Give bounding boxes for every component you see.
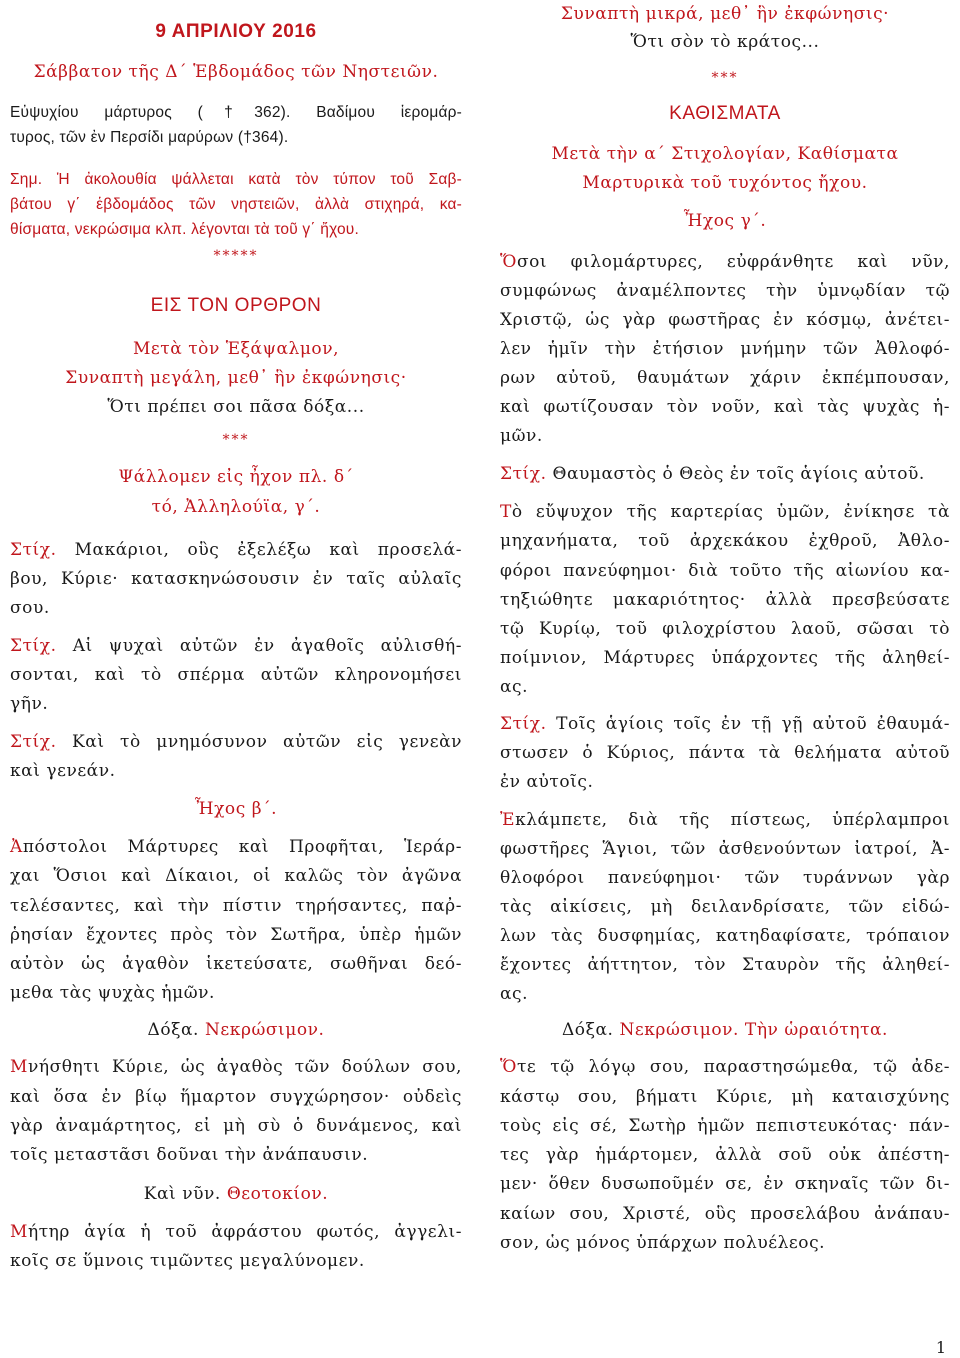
troparion-line bbox=[10, 1222, 462, 1242]
stich-label: Στίχ. bbox=[10, 732, 57, 752]
saints-line: Εὐψυχίου μάρτυρος (†362). Βαδίμου ἱερομάρ- bbox=[10, 104, 462, 121]
page-number: 1 bbox=[935, 1338, 946, 1357]
rubric-line: Συναπτὴ μικρά, μεθ᾿ ἣν ἐκφώνησις· bbox=[560, 4, 890, 24]
nekrosimon-label: Νεκρώσιμον. Τὴν ὡραιότητα. bbox=[619, 1020, 889, 1040]
kathisma-line: φωστῆρες Ἅγιοι, τῶν ἀσθενούντων ἰατροί, Ἀ- bbox=[500, 839, 950, 859]
rubric-line: Μετὰ τὸν Ἑξάψαλμον, bbox=[132, 339, 340, 359]
verse-line bbox=[10, 636, 462, 656]
troparion-line: καὶ ὅσα ἐν βίῳ ἥμαρτον συγχώρησον· οὐδεὶς bbox=[10, 1087, 462, 1107]
verse-line: σου. bbox=[10, 598, 50, 618]
verse-text: Καὶ τὸ μνημόσυνον αὐτῶν εἰς γενεὰν bbox=[72, 732, 462, 752]
troparion-line: κοῖς σε ὕμνοις τιμῶντες μεγαλύνομεν. bbox=[10, 1251, 365, 1271]
kathisma-line: τοὺς εἰς σέ, Σωτὴρ ἡμῶν πεπιστευκότας· πάν- bbox=[500, 1116, 950, 1136]
troparion-line: αὐτὸν ὡς ἀγαθὸν ἱκετεύσατε, σωθῆναι δεό- bbox=[10, 954, 462, 974]
kathisma-line bbox=[500, 1057, 950, 1077]
kathisma-line: Χριστῷ, ὡς γὰρ φωστῆρας ἐν κόσμῳ, ἀνέτει- bbox=[500, 310, 950, 330]
stich-label: Στίχ. bbox=[500, 714, 547, 734]
doxa-label: Δόξα. bbox=[561, 1020, 614, 1040]
ekfonisis: Ὅτι πρέπει σοι πᾶσα δόξα... bbox=[107, 397, 365, 417]
troparion-line: τελέσαντες, καὶ τὴν πίστιν τηρήσαντες, παῤ- bbox=[10, 896, 462, 916]
ekfonisis: Ὅτι σὸν τὸ κράτος... bbox=[630, 32, 820, 52]
kathisma-line: συμφώνως ἀναμέλποντες τὴν ὑμνῳδίαν τῷ bbox=[500, 281, 950, 301]
rubric-line: Συναπτὴ μεγάλη, μεθ᾿ ἣν ἐκφώνησις· bbox=[65, 368, 407, 388]
kathisma-line: λεν ἡμῖν τὴν ἐτήσιον μνήμην τῶν Ἀθλοφό- bbox=[500, 339, 950, 359]
kai-nyn-label: Καὶ νῦν. bbox=[143, 1184, 221, 1204]
verse-text: Θαυμαστὸς ὁ Θεὸς ἐν τοῖς ἁγίοις αὐτοῦ. bbox=[552, 464, 925, 484]
verse-text: Τοῖς ἁγίοις τοῖς ἐν τῇ γῇ αὐτοῦ ἐθαυμά- bbox=[556, 714, 950, 734]
drop-initial: Ὅ bbox=[500, 1057, 517, 1077]
saints-line: τυρος, τῶν ἐν Περσίδι μαρύρων (†364). bbox=[10, 129, 289, 146]
rubric-line: Μετὰ τὴν α΄ Στιχολογίαν, Καθίσματα bbox=[551, 144, 899, 164]
rubric-note-line: θίσματα, νεκρώσιμα κλπ. λέγονται τὰ τοῦ γ΄ ἤχου. bbox=[10, 221, 359, 238]
kathisma-line: καὶ φωτίζουσαν τὸν νοῦν, καὶ τὰς ψυχὰς ἡ- bbox=[500, 397, 950, 417]
kathisma-line: μεν· ὅθεν δυσωποῦμέν σε, ἐν σκηναῖς τῶν δι- bbox=[500, 1174, 950, 1194]
verse-line: ἐν αὐτοῖς. bbox=[500, 772, 594, 792]
kathisma-line: καίων σου, Χριστέ, οὓς προσελάβου ἀνάπαυ- bbox=[500, 1204, 950, 1224]
drop-initial: Ἐ bbox=[500, 810, 516, 830]
stich-label: Στίχ. bbox=[500, 464, 547, 484]
verse-line: καὶ γενεάν. bbox=[10, 761, 116, 781]
kathisma-text: κλάμπετε, διὰ τῆς πίστεως, ὑπέρλαμπροι bbox=[515, 810, 950, 830]
troparion-line bbox=[10, 837, 462, 857]
kathisma-line: θλοφόροι πανεύφημοι· τῶν τυράννων γὰρ bbox=[500, 868, 950, 888]
tone-label: Ἦχος β΄. bbox=[194, 799, 278, 819]
doxa-line bbox=[10, 1020, 462, 1040]
kathisma-line: ρων αὐτοῦ, θαυμάτων χάριν ἐκπέμπουσαν, bbox=[500, 368, 950, 388]
kathisma-line: ας. bbox=[500, 677, 529, 697]
kathisma-line: τὰς αἰκίσεις, μὴ δειλανδρίσατε, τῶν εἰδώ- bbox=[500, 897, 950, 917]
kathisma-line: λων τὰς δυσφημίας, κατηδαφίσατε, τρόπαιον bbox=[500, 926, 950, 946]
verse-line bbox=[10, 540, 462, 560]
kathisma-text: σοι φιλομάρτυρες, εὐφράνθητε καὶ νῦν, bbox=[516, 252, 950, 272]
kathisma-line bbox=[500, 252, 950, 272]
kathisma-line: ἔχοντες ἀήττητον, τὸν Σταυρὸν τῆς ἀληθεί- bbox=[500, 955, 950, 975]
verse-line: βου, Κύριε· κατασκηνώσουσιν ἐν ταῖς αὐλαῖς bbox=[10, 569, 462, 589]
kathisma-line: μηχανήματα, τοῦ ἀρχεκάκου ἐχθροῦ, Ἀθλο- bbox=[500, 531, 950, 551]
kathisma-line: ας. bbox=[500, 984, 529, 1004]
kathisma-line: τηξιώθητε μακαριότητος· ἀλλὰ πρεσβεύσατε bbox=[500, 590, 950, 610]
rubric-line: τό, Ἀλληλούϊα, γ΄. bbox=[151, 497, 321, 517]
drop-initial: Ὅ bbox=[500, 252, 517, 272]
drop-initial: Τ bbox=[500, 502, 512, 522]
troparion-text: πόστολοι Μάρτυρες καὶ Προφῆται, Ἱεράρ- bbox=[22, 837, 462, 857]
day-title: Σάββατον τῆς Δ΄ Ἑβδομάδος τῶν Νηστειῶν. bbox=[33, 62, 439, 82]
verse-line bbox=[10, 732, 462, 752]
troparion-line: μεθα τὰς ψυχὰς ἡμῶν. bbox=[10, 983, 215, 1003]
verse-line: γῆν. bbox=[10, 694, 49, 714]
troparion-line: γὰρ ἀναμάρτητος, εἰ μὴ σὺ ὁ δυνάμενος, καὶ bbox=[10, 1116, 462, 1136]
doxa-label: Δόξα. bbox=[147, 1020, 200, 1040]
kai-nyn-line bbox=[10, 1184, 462, 1204]
rubric-line: Μαρτυρικὰ τοῦ τυχόντος ἤχου. bbox=[582, 173, 868, 193]
kathisma-line: φόροι πανεύφημοι· διὰ τοῦτο τῆς αἰωνίου κα- bbox=[500, 561, 950, 581]
doxa-line bbox=[500, 1020, 950, 1040]
nekrosimon-label: Νεκρώσιμον. bbox=[204, 1020, 325, 1040]
drop-initial: Ἀ bbox=[10, 837, 23, 857]
separator-stars: *** bbox=[222, 432, 250, 448]
kathisma-text: ὸ εὔψυχον τῆς καρτερίας ὑμῶν, ἐνίκησε τὰ bbox=[511, 502, 950, 522]
troparion-line bbox=[10, 1057, 462, 1077]
troparion-line: χαι Ὅσιοι καὶ Δίκαιοι, οἱ καλῶς τὸν ἀγῶνα bbox=[10, 866, 462, 886]
troparion-line: ῥησίαν ἔχοντες πρὸς τὸν Σωτῆρα, ὑπὲρ ἡμῶν bbox=[10, 925, 462, 945]
troparion-text: νήσθητι Κύριε, ὡς ἀγαθὸς τῶν δούλων σου, bbox=[27, 1057, 462, 1077]
verse-line bbox=[500, 464, 950, 484]
rubric-note-line: Σημ. Ἡ ἀκολουθία ψάλλεται κατὰ τὸν τύπον τοῦ Σαβ- bbox=[10, 171, 462, 188]
kathisma-line: σον, ὡς μόνος ὑπάρχων πολυέλεος. bbox=[500, 1233, 826, 1253]
kathisma-line bbox=[500, 810, 950, 830]
tone-label: Ἦχος γ΄. bbox=[683, 211, 767, 231]
kathisma-line: κάστῳ σου, βήματι Κύριε, μὴ καταισχύνης bbox=[500, 1087, 950, 1107]
kathisma-line: μῶν. bbox=[500, 426, 543, 446]
theotokion-label: Θεοτοκίον. bbox=[226, 1184, 329, 1204]
verse-text: Μακάριοι, οὓς ἐξελέξω καὶ προσελά- bbox=[74, 540, 462, 560]
stich-label: Στίχ. bbox=[10, 540, 57, 560]
section-heading-orthros: ΕΙΣ ΤΟΝ ΟΡΘΡΟΝ bbox=[150, 295, 322, 316]
section-heading-kathismata: ΚΑΘΙΣΜΑΤΑ bbox=[669, 103, 781, 124]
troparion-line: τοῖς μεταστᾶσι δοῦναι τὴν ἀνάπαυσιν. bbox=[10, 1145, 369, 1165]
kathisma-line: ποίμνιον, Μάρτυρες ὑπάρχοντες τῆς ἀληθεί- bbox=[500, 648, 950, 668]
drop-initial: Μ bbox=[10, 1057, 28, 1077]
verse-line: στωσεν ὁ Κύριος, πάντα τὰ θελήματα αὐτοῦ bbox=[500, 743, 950, 763]
drop-initial: Μ bbox=[10, 1222, 28, 1242]
kathisma-line bbox=[500, 502, 950, 522]
separator-stars: ***** bbox=[213, 248, 259, 264]
troparion-text: ήτηρ ἁγία ἡ τοῦ ἀφράστου φωτός, ἀγγελι- bbox=[27, 1222, 462, 1242]
kathisma-text: τε τῷ λόγῳ σου, παραστησώμεθα, τῷ ἀδε- bbox=[516, 1057, 950, 1077]
rubric-note-line: βάτου γ΄ ἑβδομάδος τῶν νηστειῶν, ἀλλὰ στιχηρά, κα- bbox=[10, 196, 462, 213]
kathisma-line: τες γὰρ ἡμάρτομεν, ἀλλὰ σοῦ οὐκ ἀπέστη- bbox=[500, 1145, 950, 1165]
stich-label: Στίχ. bbox=[10, 636, 57, 656]
separator-stars: *** bbox=[711, 70, 739, 86]
verse-text: Αἱ ψυχαὶ αὐτῶν ἐν ἀγαθοῖς αὐλισθή- bbox=[72, 636, 462, 656]
date-heading: 9 ΑΠΡΙΛΙΟΥ 2016 bbox=[155, 21, 317, 42]
kathisma-line: τῷ Κυρίῳ, τοῦ φιλοχρίστου λαοῦ, σῶσαι τὸ bbox=[500, 619, 950, 639]
verse-line bbox=[500, 714, 950, 734]
rubric-line: Ψάλλομεν εἰς ἦχον πλ. δ΄ bbox=[118, 467, 354, 487]
verse-line: σονται, καὶ τὸ σπέρμα αὐτῶν κληρονομήσει bbox=[10, 665, 462, 685]
